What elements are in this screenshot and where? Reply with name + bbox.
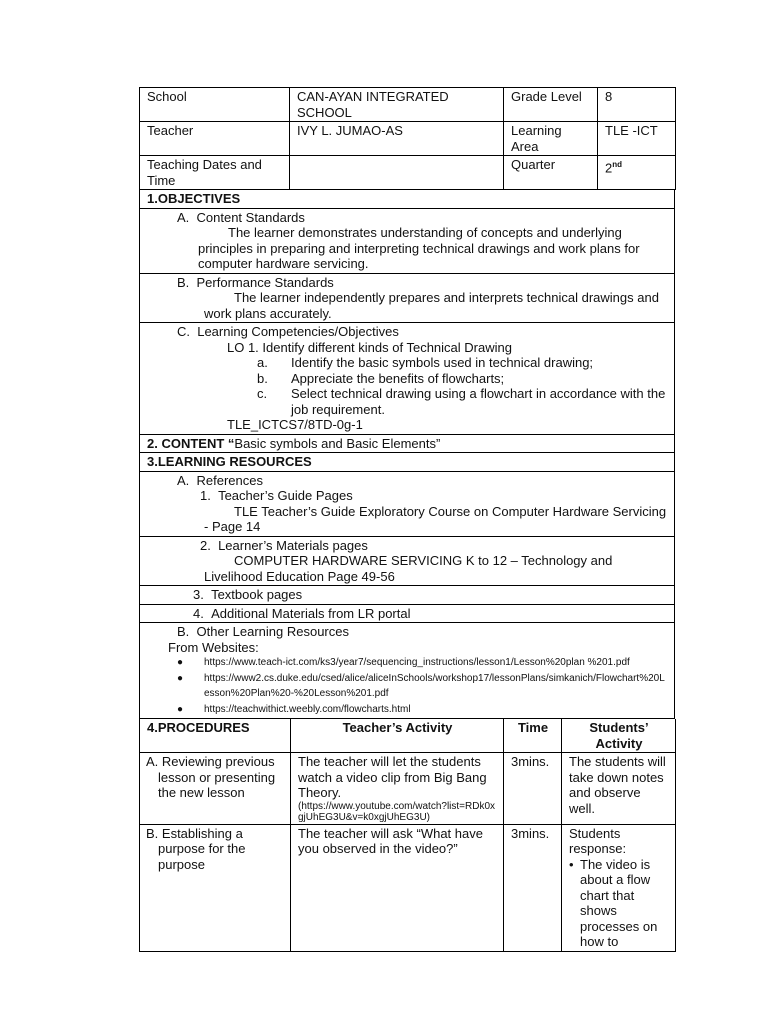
other-resources-label: B. Other Learning Resources — [177, 624, 349, 639]
teacher-label: Teacher — [140, 122, 290, 156]
school-value: CAN-AYAN INTEGRATED SCHOOL — [290, 88, 504, 122]
objective-item-c: c. Select technical drawing using a flowchart in accordance with the job requirement. — [257, 386, 666, 417]
area-value: TLE -ICT — [598, 122, 676, 156]
time-a: 3mins. — [504, 753, 562, 825]
lesson-plan — [139, 87, 675, 952]
grade-value: 8 — [598, 88, 676, 122]
competencies-label: C. Learning Competencies/Objectives — [177, 324, 399, 339]
teacher-activity-a: The teacher will let the students watch a video clip from Big Bang Theory. (https://www.youtube.com/watch?list=RDk0xgjUhEG3U&v=k0xgjUhEG3U) — [291, 753, 504, 825]
objective-item-b: b. Appreciate the benefits of flowcharts; — [257, 370, 505, 386]
school-label: School — [140, 88, 290, 122]
bullet-icon: • — [569, 856, 574, 872]
procedure-step-b: B. Establishing a purpose for the purpose — [140, 824, 291, 951]
lm-label: 2. Learner’s Materials pages — [200, 537, 368, 553]
quarter-value — [598, 156, 676, 190]
content-row — [140, 434, 675, 453]
header-table — [139, 87, 676, 190]
quarter-suffix: nd — [612, 160, 623, 169]
time-heading: Time — [504, 719, 562, 753]
content-text: Basic symbols and Basic Elements” — [234, 435, 441, 451]
dates-label: Teaching Dates and Time — [140, 156, 290, 190]
performance-standards-label: B. Performance Standards — [177, 274, 334, 290]
additional-label: 4. Additional Materials from LR portal — [140, 604, 675, 623]
performance-standards-text: The learner independently prepares and interprets technical drawings and work plans accurately. — [204, 290, 659, 321]
tg-text: TLE Teacher’s Guide Exploratory Course on Computer Hardware Servicing - Page 14 — [204, 503, 667, 534]
content-standards-cell — [140, 208, 675, 273]
teacher-value: IVY L. JUMAO-AS — [290, 122, 504, 156]
url-item: ● https://teachwithict.weebly.com/flowcharts.html — [147, 702, 668, 718]
objectives-heading: 1.OBJECTIVES — [140, 190, 675, 208]
bullet-icon: ● — [177, 672, 184, 684]
teacher-activity-b: The teacher will ask “What have you observed in the video?” — [291, 824, 504, 951]
performance-standards-cell — [140, 273, 675, 323]
dates-value — [290, 156, 504, 190]
url-item: ● https://www.teach-ict.com/ks3/year7/sequencing_instructions/lesson1/Lesson%20plan %201.pdf — [147, 655, 668, 671]
content-heading: 2. CONTENT “ — [147, 435, 235, 451]
objective-item-a: a. Identify the basic symbols used in technical drawing; — [257, 355, 594, 370]
procedures-heading: 4.PROCEDURES — [140, 719, 291, 753]
students-activity-b — [562, 824, 676, 951]
students-response-item: • The video is about a flow chart that shows processes on how to — [569, 856, 658, 949]
content-standards-label: A. Content Standards — [177, 209, 305, 225]
lm-cell — [140, 536, 675, 586]
area-label: Learning Area — [504, 122, 598, 156]
resources-heading: 3.LEARNING RESOURCES — [140, 453, 675, 472]
bullet-icon: ● — [177, 657, 184, 668]
competencies-cell — [140, 323, 675, 435]
procedures-table — [139, 719, 676, 952]
competency-code: TLE_ICTCS7/8TD-0g-1 — [227, 417, 363, 432]
procedure-step-a: A. Reviewing previous lesson or presenting the new lesson — [140, 753, 291, 825]
students-response-label: Students response: — [569, 825, 627, 856]
students-activity-a: The students will take down notes and observe well. — [562, 753, 676, 825]
time-b: 3mins. — [504, 824, 562, 951]
other-resources-cell — [140, 623, 675, 719]
quarter-number: 2 — [605, 160, 613, 176]
students-activity-heading: Students’ Activity — [562, 719, 676, 753]
content-standards-text: The learner demonstrates understanding of concepts and underlying principles in preparing and interpreting technical drawings and work plans for computer hardware servicing. — [198, 225, 640, 271]
lm-text: COMPUTER HARDWARE SERVICING K to 12 – Technology and Livelihood Education Page 49-56 — [204, 553, 613, 584]
lo-text: LO 1. Identify different kinds of Technical Drawing — [227, 339, 512, 355]
video-link: (https://www.youtube.com/watch?list=RDk0xgjUhEG3U&v=k0xgjUhEG3U) — [298, 800, 496, 823]
quarter-label: Quarter — [504, 156, 598, 190]
websites-label: From Websites: — [168, 639, 259, 655]
bullet-icon: ● — [177, 703, 184, 715]
references-label: A. References — [177, 472, 263, 488]
grade-label: Grade Level — [504, 88, 598, 122]
teacher-activity-heading: Teacher’s Activity — [291, 719, 504, 753]
objectives-table — [139, 190, 675, 719]
url-item: ● https://www2.cs.duke.edu/csed/alice/aliceInSchools/workshop17/lessonPlans/simkanich/Flowchart%20Lesson%20Plan%20-%20Lesson%201.pdf — [147, 671, 668, 702]
references-cell — [140, 471, 675, 536]
tg-label: 1. Teacher’s Guide Pages — [200, 488, 353, 503]
textbook-label: 3. Textbook pages — [140, 586, 675, 605]
